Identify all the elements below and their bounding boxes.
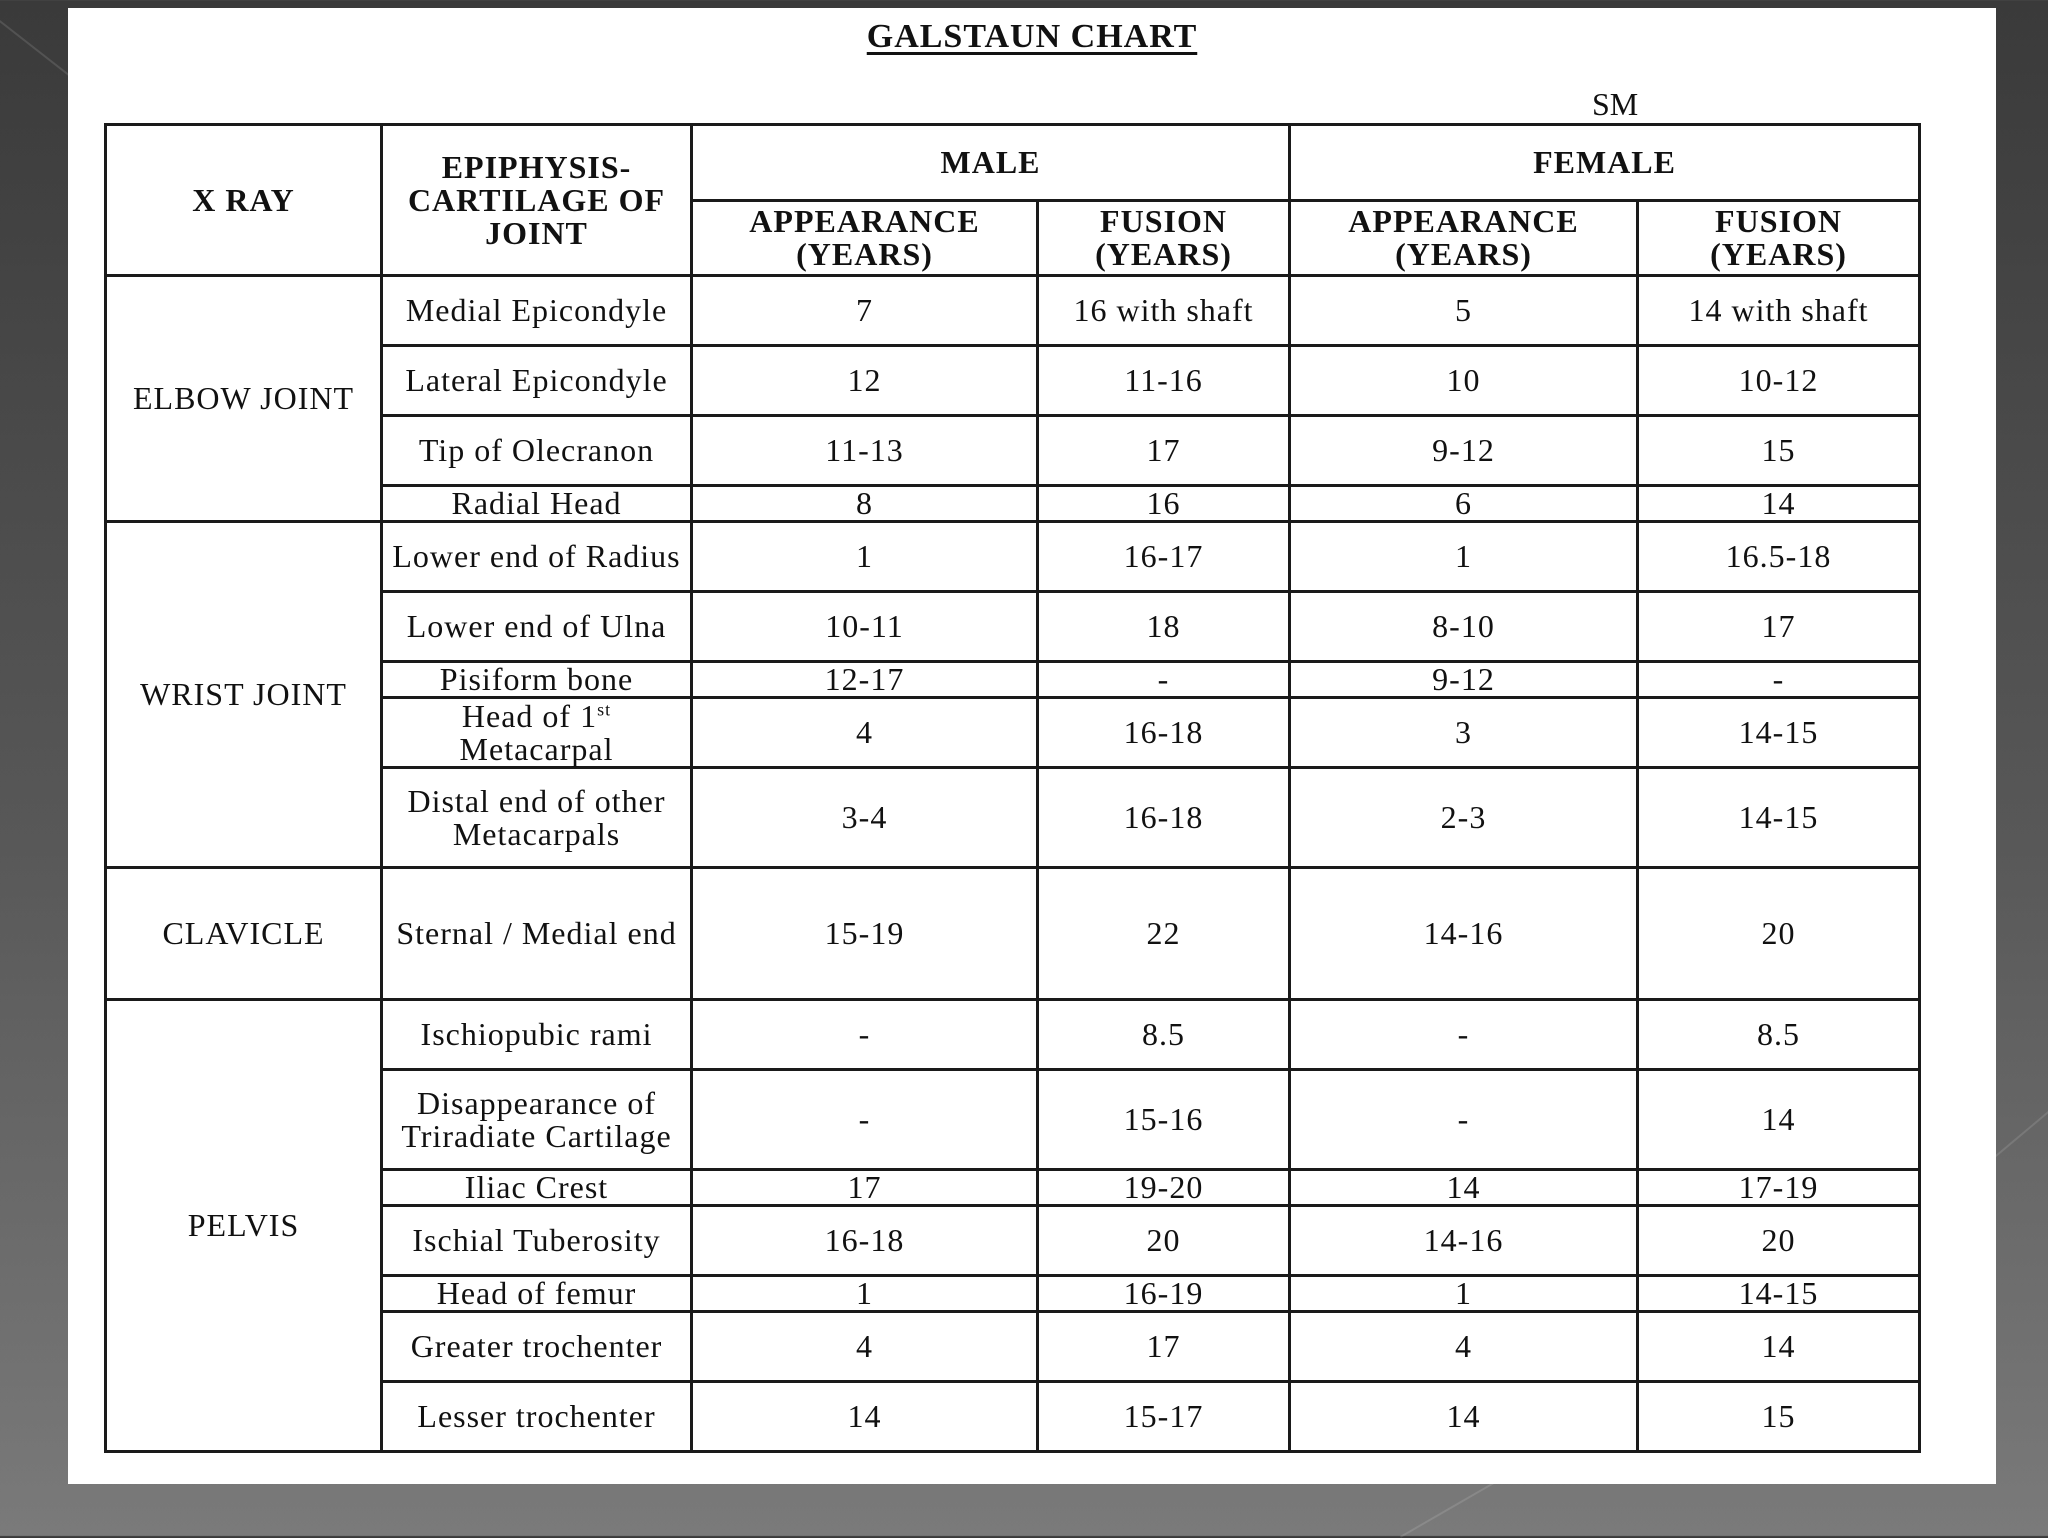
part-cell: Radial Head <box>382 486 692 522</box>
part-cell: Pisiform bone <box>382 662 692 698</box>
female-appearance-cell: 4 <box>1290 1312 1638 1382</box>
male-appearance-cell: 17 <box>692 1170 1038 1206</box>
male-fusion-cell: 22 <box>1038 868 1290 1000</box>
male-appearance-cell: 11-13 <box>692 416 1038 486</box>
female-fusion-cell: 17 <box>1638 592 1920 662</box>
male-fusion-cell: 15-17 <box>1038 1382 1290 1452</box>
region-cell: WRIST JOINT <box>106 522 382 868</box>
female-fusion-cell: 14 <box>1638 486 1920 522</box>
male-fusion-cell: 16-17 <box>1038 522 1290 592</box>
male-appearance-cell: 1 <box>692 1276 1038 1312</box>
female-fusion-cell: 14 with shaft <box>1638 276 1920 346</box>
male-fusion-cell: 17 <box>1038 1312 1290 1382</box>
female-fusion-cell: 8.5 <box>1638 1000 1920 1070</box>
female-appearance-cell: 6 <box>1290 486 1638 522</box>
part-cell: Lower end of Radius <box>382 522 692 592</box>
female-fusion-cell: 14-15 <box>1638 1276 1920 1312</box>
male-fusion-cell: 8.5 <box>1038 1000 1290 1070</box>
female-fusion-cell: 15 <box>1638 1382 1920 1452</box>
female-appearance-cell: 14 <box>1290 1170 1638 1206</box>
male-fusion-cell: 16-19 <box>1038 1276 1290 1312</box>
part-cell: Head of femur <box>382 1276 692 1312</box>
male-appearance-cell: 4 <box>692 1312 1038 1382</box>
male-fusion-cell: 16 with shaft <box>1038 276 1290 346</box>
part-cell: Greater trochenter <box>382 1312 692 1382</box>
female-appearance-cell: 5 <box>1290 276 1638 346</box>
part-superscript: st <box>597 698 612 719</box>
male-fusion-cell: 11-16 <box>1038 346 1290 416</box>
male-appearance-cell: 7 <box>692 276 1038 346</box>
male-appearance-cell: 14 <box>692 1382 1038 1452</box>
part-cell: Iliac Crest <box>382 1170 692 1206</box>
header-epiphysis: EPIPHYSIS-CARTILAGE OF JOINT <box>382 125 692 276</box>
part-cell: Ischiopubic rami <box>382 1000 692 1070</box>
male-appearance-cell: 1 <box>692 522 1038 592</box>
male-fusion-cell: 15-16 <box>1038 1070 1290 1170</box>
chart-document <box>68 8 1996 1484</box>
female-appearance-cell: - <box>1290 1000 1638 1070</box>
female-fusion-cell: 14-15 <box>1638 768 1920 868</box>
female-fusion-cell: 16.5-18 <box>1638 522 1920 592</box>
male-appearance-cell: - <box>692 1070 1038 1170</box>
female-appearance-cell: 2-3 <box>1290 768 1638 868</box>
part-cell: Lateral Epicondyle <box>382 346 692 416</box>
female-appearance-cell: 3 <box>1290 698 1638 768</box>
header-male-appearance: APPEARANCE (YEARS) <box>692 201 1038 276</box>
female-appearance-cell: 14-16 <box>1290 868 1638 1000</box>
female-appearance-cell: 14 <box>1290 1382 1638 1452</box>
header-male: MALE <box>692 125 1290 201</box>
header-xray: X RAY <box>106 125 382 276</box>
part-text: Head of 1 <box>461 697 598 734</box>
part-text: Metacarpal <box>459 730 614 767</box>
table-row <box>106 1000 1920 1070</box>
part-cell: Ischial Tuberosity <box>382 1206 692 1276</box>
female-appearance-cell: 14-16 <box>1290 1206 1638 1276</box>
table-row <box>106 522 1920 592</box>
galstaun-table <box>104 123 1921 1453</box>
male-fusion-cell: 20 <box>1038 1206 1290 1276</box>
male-fusion-cell: 16 <box>1038 486 1290 522</box>
document-title: GALSTAUN CHART <box>866 18 1198 55</box>
female-fusion-cell: 20 <box>1638 868 1920 1000</box>
female-fusion-cell: 14-15 <box>1638 698 1920 768</box>
male-fusion-cell: - <box>1038 662 1290 698</box>
female-appearance-cell: 10 <box>1290 346 1638 416</box>
male-appearance-cell: 8 <box>692 486 1038 522</box>
male-appearance-cell: 16-18 <box>692 1206 1038 1276</box>
part-cell: Distal end of other Metacarpals <box>382 768 692 868</box>
female-appearance-cell: 9-12 <box>1290 662 1638 698</box>
part-cell <box>382 698 692 768</box>
header-male-fusion: FUSION (YEARS) <box>1038 201 1290 276</box>
part-cell: Lesser trochenter <box>382 1382 692 1452</box>
male-appearance-cell: 4 <box>692 698 1038 768</box>
female-appearance-cell: 9-12 <box>1290 416 1638 486</box>
female-appearance-cell: - <box>1290 1070 1638 1170</box>
male-appearance-cell: 12-17 <box>692 662 1038 698</box>
male-appearance-cell: 12 <box>692 346 1038 416</box>
female-fusion-cell: 20 <box>1638 1206 1920 1276</box>
header-female-appearance: APPEARANCE (YEARS) <box>1290 201 1638 276</box>
male-appearance-cell: 10-11 <box>692 592 1038 662</box>
female-fusion-cell: 15 <box>1638 416 1920 486</box>
part-cell: Disappearance of Triradiate Cartilage <box>382 1070 692 1170</box>
part-cell: Sternal / Medial end <box>382 868 692 1000</box>
female-fusion-cell: 14 <box>1638 1312 1920 1382</box>
part-cell: Lower end of Ulna <box>382 592 692 662</box>
male-fusion-cell: 16-18 <box>1038 698 1290 768</box>
header-female-fusion: FUSION (YEARS) <box>1638 201 1920 276</box>
region-cell: ELBOW JOINT <box>106 276 382 522</box>
table-body <box>106 276 1920 1452</box>
female-fusion-cell: - <box>1638 662 1920 698</box>
male-appearance-cell: - <box>692 1000 1038 1070</box>
female-appearance-cell: 8-10 <box>1290 592 1638 662</box>
female-appearance-cell: 1 <box>1290 1276 1638 1312</box>
table-row <box>106 868 1920 1000</box>
female-appearance-cell: 1 <box>1290 522 1638 592</box>
part-cell: Medial Epicondyle <box>382 276 692 346</box>
female-fusion-cell: 10-12 <box>1638 346 1920 416</box>
table-row <box>106 276 1920 346</box>
region-cell: PELVIS <box>106 1000 382 1452</box>
male-fusion-cell: 16-18 <box>1038 768 1290 868</box>
male-fusion-cell: 18 <box>1038 592 1290 662</box>
corner-mark: SM <box>1592 86 1639 122</box>
male-fusion-cell: 19-20 <box>1038 1170 1290 1206</box>
region-cell: CLAVICLE <box>106 868 382 1000</box>
header-female: FEMALE <box>1290 125 1920 201</box>
female-fusion-cell: 17-19 <box>1638 1170 1920 1206</box>
male-appearance-cell: 15-19 <box>692 868 1038 1000</box>
male-appearance-cell: 3-4 <box>692 768 1038 868</box>
part-cell: Tip of Olecranon <box>382 416 692 486</box>
female-fusion-cell: 14 <box>1638 1070 1920 1170</box>
male-fusion-cell: 17 <box>1038 416 1290 486</box>
